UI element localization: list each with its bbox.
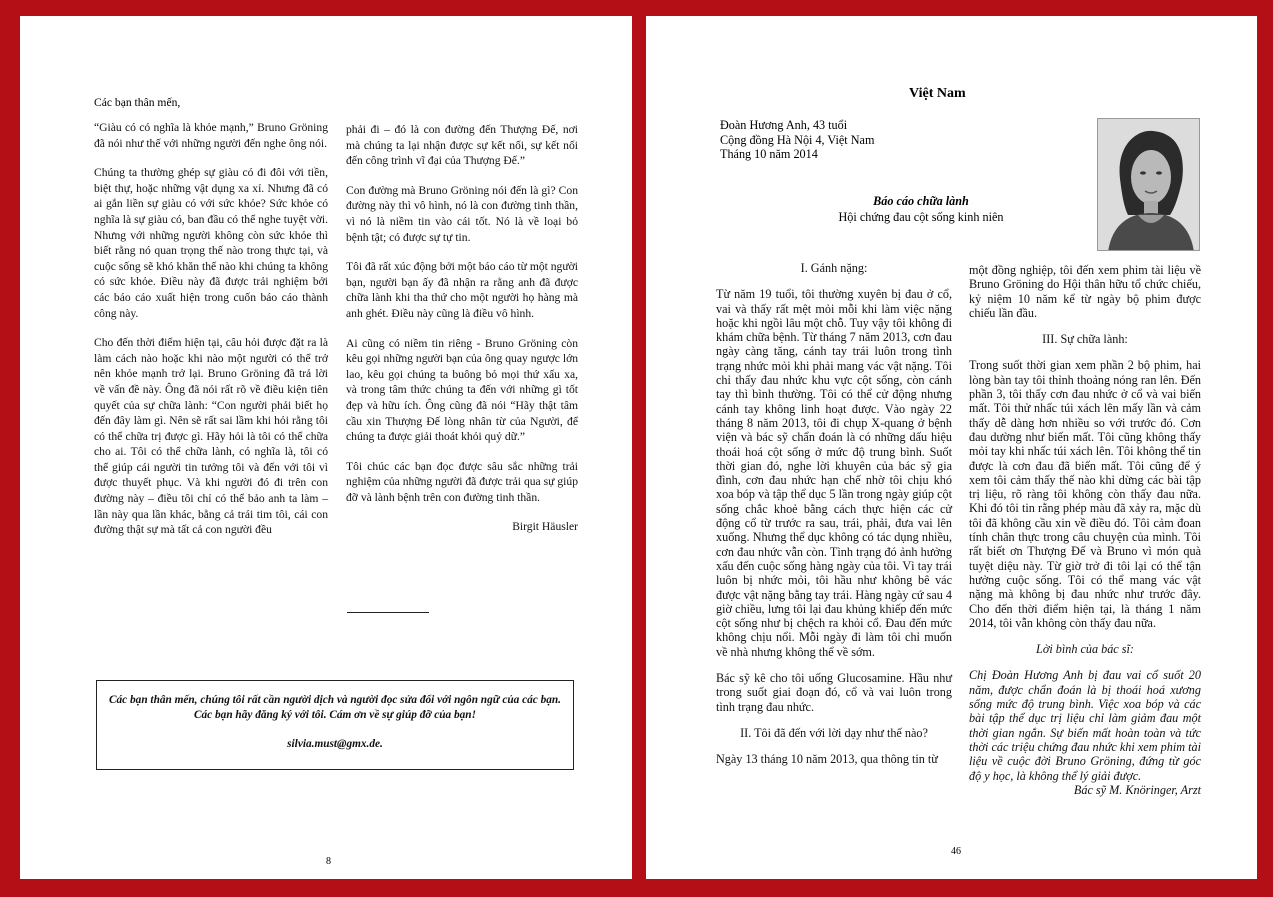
paragraph: Con đường mà Bruno Gröning nói đến là gì? Con đường này thì vô hình, nó là con đường tinh thần, vì nó là niềm tin vào cái tốt. Nó là về loại bỏ bệnh tật; có được sự tự tin. bbox=[346, 183, 578, 244]
country-title: Việt Nam bbox=[909, 86, 966, 101]
paragraph: Chúng ta thường ghép sự giàu có đi đôi với tiền, biệt thự, hoặc những vật dụng xa xỉ. Nhưng đã có ai gắn liền sự giàu có với sức khỏe? Sức khỏe có nghĩa là sự giàu có, ban đầu có thể nghe tuyệt vời. Nhưng với những người không còn sức khỏe thì biết rằng nó quan trọng thế nào trong thực tại, và cuộc sống sẽ khó khăn thế nào khi chúng ta không có sức khỏe. Điều này đã được trải nghiệm bởi các báo cáo xuất hiện trong cuốn báo cáo thành công này. bbox=[94, 166, 328, 320]
report-title-block bbox=[796, 193, 1046, 225]
paragraph: Tôi đã rất xúc động bởi một báo cáo từ một người bạn, người bạn ấy đã nhận ra rằng anh đã được chữa lành khi tha thứ cho một người họ hàng mà anh ghét. Điều này cũng là điều vô hình. bbox=[346, 260, 578, 320]
report-title: Báo cáo chữa lành bbox=[873, 194, 969, 208]
left-page bbox=[20, 16, 632, 879]
paragraph: Trong suốt thời gian xem phần 2 bộ phim, hai lòng bàn tay tôi thỉnh thoảng nóng ran lên. Đến phần 3, tôi thấy cơn đau nhức ở cổ và vai biến mất. Tôi thử nhấc túi xách lên mấy lần và cảm thấy dễ dàng hơn nhiều so với trước đó. Cơn đau dường như biến mất. Tôi cũng không thấy mỏi tay khi nhấc túi xách lên. Tôi không thể tin được là cơn đau đã biến mất. Tôi cũng để ý xem tôi cảm thấy thế nào khi dừng các bài tập trị liệu, rõ ràng tôi không còn thấy đau nữa. Khi đó tôi tin rằng phép màu đã xảy ra, mặc dù tôi đã không cầu xin về điều đó. Tôi cảm đoan tính chân thực trong câu chuyện của mình. Tôi rất biết ơn Thượng Đế và Bruno vì món quà tuyệt diệu này. Từ giờ trở đi tôi lại có thể tận hưởng cuộc sống. Tôi có thể mang vác vật nặng mà không bị đau nhức như trước đây. Cho đến thời điểm hiện tại, là tháng 1 năm 2014, tôi vẫn không còn thấy đau nữa. bbox=[969, 358, 1201, 630]
signature: Birgit Häusler bbox=[512, 520, 578, 534]
right-column-1 bbox=[716, 261, 952, 779]
divider bbox=[347, 612, 429, 613]
left-column-1 bbox=[94, 120, 328, 552]
author-community: Cộng đồng Hà Nội 4, Việt Nam bbox=[720, 132, 875, 147]
author-photo bbox=[1097, 118, 1200, 251]
section1-heading: I. Gánh nặng: bbox=[800, 261, 868, 275]
paragraph: Cho đến thời điểm hiện tại, câu hỏi được đặt ra là làm cách nào hoặc khi nào một người có thể trở nên khỏe mạnh trở lại. Bruno Gröning đã trả lời về vấn đề này. Ông đã nói rất rõ về điều kiện tiên quyết của sự chữa lành: “Con người phải biết họ đến đây làm gì. Nên sẽ rất sai lầm khi hỏi rằng tôi có thể chữa trị được gì. Hãy hỏi là tôi có thể chữa cho ai. Tôi có thể chữa lành, có nghĩa là, tôi có thể giúp cái người tin tưởng tôi và đến với tôi vì được thuyết phục. Và khi người đó đi trên con đường này – điều tôi chỉ có thể bảo anh ta làm – lần này qua lần khác, bằng cả trái tim tôi, cái con đường thật sự mà tất cả con người đều bbox=[94, 336, 328, 537]
paragraph: Bác sỹ kê cho tôi uống Glucosamine. Hầu như trong suốt giai đoạn đó, cổ và vai luôn trong tình trạng đau nhức. bbox=[716, 671, 952, 714]
paragraph: một đồng nghiệp, tôi đến xem phim tài liệu về Bruno Gröning do Hội thân hữu tổ chức chiếu, kỷ niệm 10 năm kể từ ngày bộ phim được chiếu lần đầu. bbox=[969, 263, 1201, 320]
right-column-2 bbox=[969, 263, 1201, 809]
report-date: Tháng 10 năm 2014 bbox=[720, 147, 818, 161]
doctor-heading: Lời bình của bác sĩ: bbox=[1036, 642, 1134, 657]
author-block bbox=[720, 118, 874, 162]
page-number: 8 bbox=[326, 856, 331, 867]
paragraph: Ngày 13 tháng 10 năm 2013, qua thông tin từ bbox=[716, 752, 938, 767]
paragraph: “Giàu có có nghĩa là khỏe mạnh,” Bruno Gröning đã nói như thế với những người đến nghe ông nói. bbox=[94, 121, 328, 150]
section3-heading: III. Sự chữa lành: bbox=[1042, 332, 1128, 347]
translator-notice-box bbox=[96, 680, 574, 770]
author-name: Đoàn Hương Anh, 43 tuổi bbox=[720, 118, 848, 132]
notice-email[interactable]: silvia.must@gmx.de. bbox=[287, 738, 383, 750]
left-column-2 bbox=[346, 122, 578, 549]
paragraph: Ai cũng có niềm tin riêng - Bruno Gröning còn kêu gọi những người bạn của ông quay ngược lớn lao, kêu gọi chúng ta buông bỏ mọi thứ xấu xa, và trong tâm thức chúng ta đến với những gì tốt đẹp và hữu ích. Ông cũng đã nói “Hãy thật tâm cầu xin Thượng Đế lòng nhân từ của Người, để chúng ta được giải thoát khỏi quỷ dữ.” bbox=[346, 336, 578, 444]
section2-heading: II. Tôi đã đến với lời dạy như thế nào? bbox=[740, 725, 928, 740]
page-number: 46 bbox=[951, 846, 961, 857]
notice-text: Các bạn thân mến, chúng tôi rất cần người dịch và người đọc sửa đổi với ngôn ngữ của các bạn. Các bạn hãy đăng ký với tôi. Cám ơn về sự giúp đỡ của bạn! bbox=[109, 694, 561, 721]
portrait-image bbox=[1098, 119, 1200, 251]
greeting: Các bạn thân mến, bbox=[94, 96, 181, 109]
report-subtitle: Hội chứng đau cột sống kinh niên bbox=[838, 210, 1004, 224]
right-page bbox=[646, 16, 1257, 879]
doctor-signature: Bác sỹ M. Knöringer, Arzt bbox=[1073, 782, 1201, 797]
paragraph: phải đi – đó là con đường đến Thượng Đế, nơi mà chúng ta lại nhận được sự kết nối, sự kết nối đến công trình vĩ đại của Thượng Đế.” bbox=[346, 123, 578, 168]
paragraph: Tôi chúc các bạn đọc được sâu sắc những trải nghiệm của những người đã được trải qua sự giúp đỡ và lành bệnh trên con đường tinh thần. bbox=[346, 459, 578, 504]
doctor-comment: Chị Đoàn Hương Anh bị đau vai cổ suốt 20 năm, được chẩn đoán là bị thoái hoá xương sống mức độ trung bình. Việc xoa bóp và các bài tập thể dục trị liệu chỉ làm giảm đau một thời gian ngắn. Sự biến mất hoàn toàn và tức thời các triệu chứng đau nhức khi xem phim tài liệu về cuộc đời Bruno Gröning, đứng từ góc độ y học, là không thể lý giải được. bbox=[969, 668, 1201, 783]
paragraph: Từ năm 19 tuổi, tôi thường xuyên bị đau ở cổ, vai và thấy rất mệt mỏi mỗi khi làm việc nặng hoặc khi ngồi lâu một chỗ. Tuy vậy tôi không đi khám chữa bệnh. Từ tháng 7 năm 2013, cơn đau ngày càng tăng, cánh tay trái luôn trong tình trạng nhức mỏi khi phải mang vác vật nặng. Tôi chỉ thấy đau nhức khu vực cột sống, còn cánh tay thì bình thường. Tôi có thể cử động nhưng cánh tay không linh hoạt được. Vào ngày 22 tháng 8 năm 2013, tôi đi chụp X-quang ở bệnh viện và bác sỹ chẩn đoán là có những dấu hiệu thoái hoá cột sống ở mức độ trung bình. Suốt thời gian đó, nghe lời khuyên của bác sỹ gia đình, cơn đau nhức hạn chế nhờ tôi chịu khó xoa bóp và tập thể dục 5 lần trong ngày giúp cột sống chắc khoẻ bằng cách thực hiện các cử động cổ từ trước ra sau, trái, phải, đưa vai lên xuống. Nhưng thể dục không có tác dụng nhiều, cơn đau nhức vẫn còn. Tình trạng đó ảnh hưởng xấu đến cuộc sống hàng ngày của tôi. Vì tay trái luôn bị nhức mỏi, tôi hầu như không bê vác được vật nặng bằng tay trái. Hàng ngày cứ sau 4 giờ chiều, lưng tôi lại đau khủng khiếp đến mức cột sống như bị chệch ra khỏi cổ. Đau đến mức không chịu nổi. Mỗi ngày đi làm tôi chỉ muốn về nhà nhưng không thể về sớm. bbox=[716, 287, 952, 659]
